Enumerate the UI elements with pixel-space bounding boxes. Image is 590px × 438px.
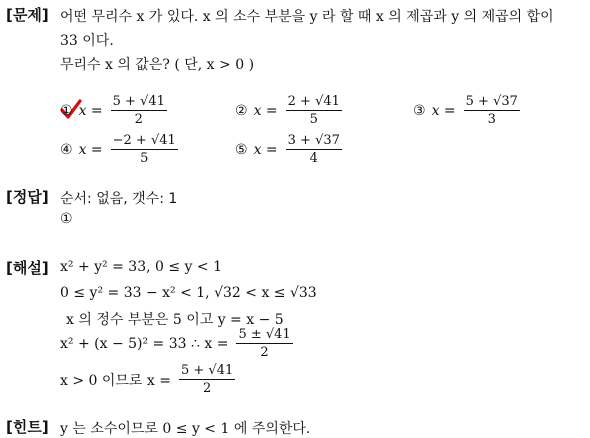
fraction-numerator: 2 + √41: [287, 94, 340, 109]
explanation-tag: [해설]: [6, 259, 49, 277]
fraction-denominator: 4: [309, 151, 318, 166]
problem-tag: [문제]: [6, 6, 49, 24]
fraction-denominator: 2: [260, 345, 269, 360]
explanation-line-3: x 의 정수 부분은 5 이고 y = x − 5: [66, 312, 284, 328]
choice-mark: ⑤: [235, 141, 248, 158]
fraction-numerator: −2 + √41: [112, 133, 176, 148]
choice-1[interactable]: [60, 94, 169, 127]
fraction-denominator: 3: [487, 112, 496, 127]
hint-tag: [힌트]: [6, 418, 49, 436]
choice-fraction: [111, 133, 178, 166]
choice-mark: ④: [60, 141, 73, 158]
explanation-line-1: x² + y² = 33, 0 ≤ y < 1: [60, 259, 222, 275]
fraction-numerator: 5 + √41: [112, 94, 165, 109]
answer-tag: [정답]: [6, 188, 49, 206]
choice-4[interactable]: [60, 133, 180, 166]
explanation-fraction: [179, 363, 235, 396]
choice-mark: ②: [235, 102, 248, 119]
choice-mark: ①: [60, 102, 73, 119]
explanation-fraction: [236, 327, 292, 360]
fraction-denominator: 2: [202, 381, 212, 396]
choice-fraction: [286, 133, 342, 166]
fraction-numerator: 5 + √41: [180, 363, 234, 378]
explanation-equation: x² + (x − 5)² = 33 ∴ x =: [60, 335, 229, 352]
x-equals: x =: [253, 141, 278, 158]
x-equals: x =: [78, 102, 103, 119]
answer-line-2: ①: [60, 211, 73, 227]
fraction-numerator: 5 ± √41: [238, 327, 291, 342]
explanation-line-2: 0 ≤ y² = 33 − x² < 1, √32 < x ≤ √33: [60, 285, 317, 301]
x-equals: x =: [78, 141, 103, 158]
choice-2[interactable]: [235, 94, 344, 127]
problem-line-2: 33 이다.: [60, 33, 114, 49]
answer-line-1: 순서: 없음, 갯수: 1: [60, 191, 178, 207]
choice-fraction: [111, 94, 167, 127]
fraction-numerator: 5 + √37: [465, 94, 518, 109]
hint-text: y 는 소수이므로 0 ≤ y < 1 에 주의한다.: [60, 421, 311, 437]
choice-fraction: [464, 94, 520, 127]
fraction-denominator: 5: [140, 151, 149, 166]
problem-line-3: 무리수 x 의 값은? ( 단, x > 0 ): [60, 57, 255, 73]
explanation-conclusion: x > 0 이므로 x =: [60, 372, 171, 389]
explanation-line-4: [60, 327, 295, 360]
choice-5[interactable]: [235, 133, 344, 166]
fraction-numerator: 3 + √37: [287, 133, 340, 148]
x-equals: x =: [253, 102, 278, 119]
explanation-line-5: [60, 363, 237, 396]
choice-3[interactable]: [413, 94, 522, 127]
fraction-denominator: 2: [134, 112, 143, 127]
choice-fraction: [286, 94, 342, 127]
fraction-denominator: 5: [309, 112, 318, 127]
x-equals: x =: [431, 102, 456, 119]
choice-mark: ③: [413, 102, 426, 119]
problem-line-1: 어떤 무리수 x 가 있다. x 의 소수 부분을 y 라 할 때 x 의 제곱과 y 의 제곱의 합이: [60, 9, 554, 25]
